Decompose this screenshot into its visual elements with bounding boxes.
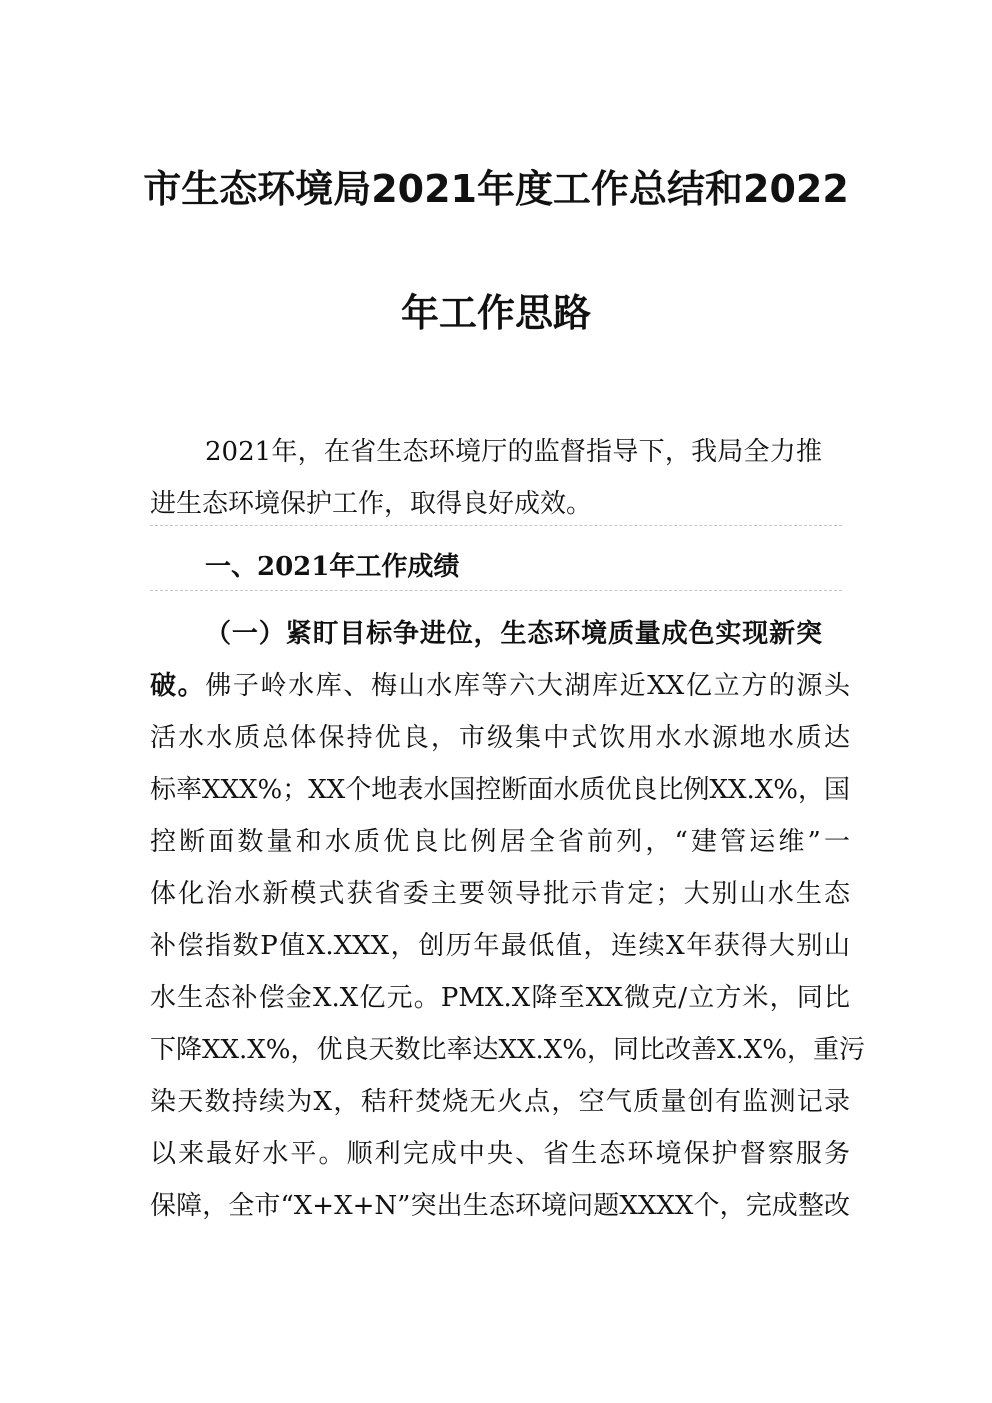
document-title-line-2: 年工作思路 (400, 291, 591, 335)
body-line-1-text: 佛子岭水库、梅山水库等六大湖库近XX亿立方的源头 (205, 671, 850, 701)
body-line: 水生态补偿金X.X亿元。PMX.X降至XX微克/立方米，同比 (150, 983, 850, 1013)
body-line: 标率XXX%；XX个地表水国控断面水质优良比例XX.X%，国 (150, 775, 850, 805)
document-title-line-1: 市生态环境局2021年度工作总结和2022 (143, 167, 849, 211)
subsection-heading-end: 破。 (150, 671, 206, 701)
section-heading: 一、2021年工作成绩 (205, 552, 460, 582)
body-line: 染天数持续为X，秸秆焚烧无火点，空气质量创有监测记录 (150, 1087, 850, 1117)
body-line: 活水水质总体保持优良，市级集中式饮用水水源地水质达 (150, 723, 850, 753)
body-line: 以来最好水平。顺利完成中央、省生态环境保护督察服务 (150, 1139, 850, 1169)
body-line: 下降XX.X%，优良天数比率达XX.X%，同比改善X.X%，重污 (150, 1035, 865, 1065)
intro-paragraph-line-1: 2021年，在省生态环境厅的监督指导下，我局全力推 (205, 437, 822, 467)
body-line: 补偿指数P值X.XXX，创历年最低值，连续X年获得大别山 (150, 931, 850, 961)
body-line: 控断面数量和水质优良比例居全省前列，“建管运维”一 (150, 827, 850, 857)
section-divider (150, 525, 842, 526)
body-line: 保障，全市“X+X+N”突出生态环境问题XXXX个，完成整改 (150, 1191, 850, 1221)
intro-paragraph-line-2: 进生态环境保护工作，取得良好成效。 (150, 489, 593, 519)
section-divider (150, 590, 842, 591)
body-line: 体化治水新模式获省委主要领导批示肯定；大别山水生态 (150, 879, 850, 909)
subsection-heading: （一）紧盯目标争进位，生态环境质量成色实现新突 (205, 619, 822, 649)
body-line-1 (150, 669, 850, 703)
